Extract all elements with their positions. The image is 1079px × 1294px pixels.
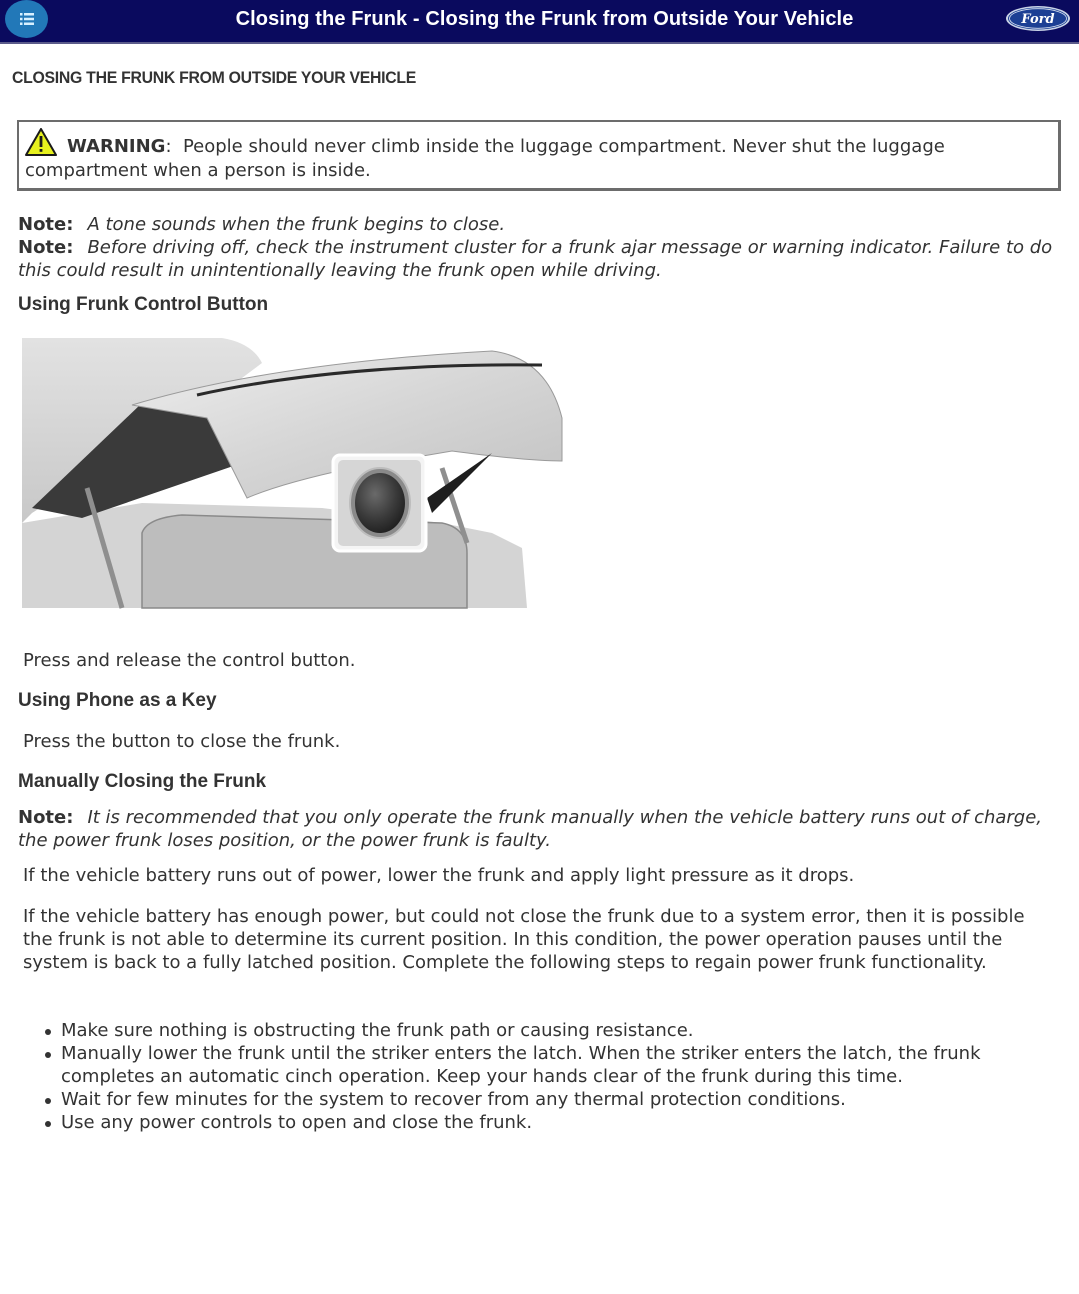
warning-text: People should never climb inside the luggage compartment. Never shut the luggage compartment when a person is inside. [25, 136, 945, 181]
instruction-control-button: Press and release the control button. [23, 650, 356, 671]
paragraph-battery-out: If the vehicle battery runs out of power, lower the frunk and apply light pressure as it drops. [23, 865, 855, 886]
note-text: It is recommended that you only operate the frunk manually when the vehicle battery runs out of charge, the power frunk loses position, or the power frunk is faulty. [18, 807, 1043, 851]
note-text: Before driving off, check the instrument cluster for a frunk ajar message or warning indicator. Failure to do this could result in unintentionally leaving the frunk open while driving. [18, 237, 1053, 281]
list-item: Make sure nothing is obstructing the frunk path or causing resistance. [43, 1019, 1053, 1042]
frunk-control-button [355, 473, 405, 533]
note [18, 806, 1058, 852]
note [18, 236, 1063, 282]
app-header [0, 0, 1079, 44]
warning-triangle-icon [25, 128, 57, 156]
heading-manual-closing: Manually Closing the Frunk [18, 771, 267, 792]
instruction-phone-key: Press the button to close the frunk. [23, 731, 341, 752]
page-title: Closing the Frunk - Closing the Frunk from Outside Your Vehicle [235, 8, 854, 30]
list-item: Use any power controls to open and close the frunk. [43, 1111, 1053, 1134]
notes-block [18, 213, 1063, 282]
heading-control-button: Using Frunk Control Button [18, 294, 269, 315]
warning-colon: : [165, 136, 183, 157]
heading-phone-key: Using Phone as a Key [18, 690, 217, 711]
paragraph-system-error: If the vehicle battery has enough power, but could not close the frunk due to a system error, then it is possible the frunk is not able to determine its current position. In this condition, the power operation pauses until the system is back to a fully latched position. Complete the following steps to regain power frunk functionality. [23, 906, 1025, 973]
warning-box [17, 120, 1061, 191]
warning-label: WARNING [67, 136, 166, 157]
ford-logo-icon [1005, 5, 1071, 32]
note-text: A tone sounds when the frunk begins to close. [87, 214, 506, 235]
svg-text:Ford: Ford [1021, 12, 1055, 27]
section-title: CLOSING THE FRUNK FROM OUTSIDE YOUR VEHICLE [12, 68, 417, 87]
steps-list [43, 1019, 1053, 1134]
list-item: Manually lower the frunk until the striker enters the latch. When the striker enters the latch, the frunk completes an automatic cinch operation. Keep your hands clear of the frunk during this time. [43, 1042, 1053, 1088]
note-label: Note: [18, 807, 74, 828]
note-label: Note: [18, 237, 74, 258]
note [18, 213, 1063, 236]
callout-pointer [427, 453, 492, 513]
list-item: Wait for few minutes for the system to recover from any thermal protection conditions. [43, 1088, 1053, 1111]
note-label: Note: [18, 214, 74, 235]
frunk-illustration [22, 333, 567, 613]
